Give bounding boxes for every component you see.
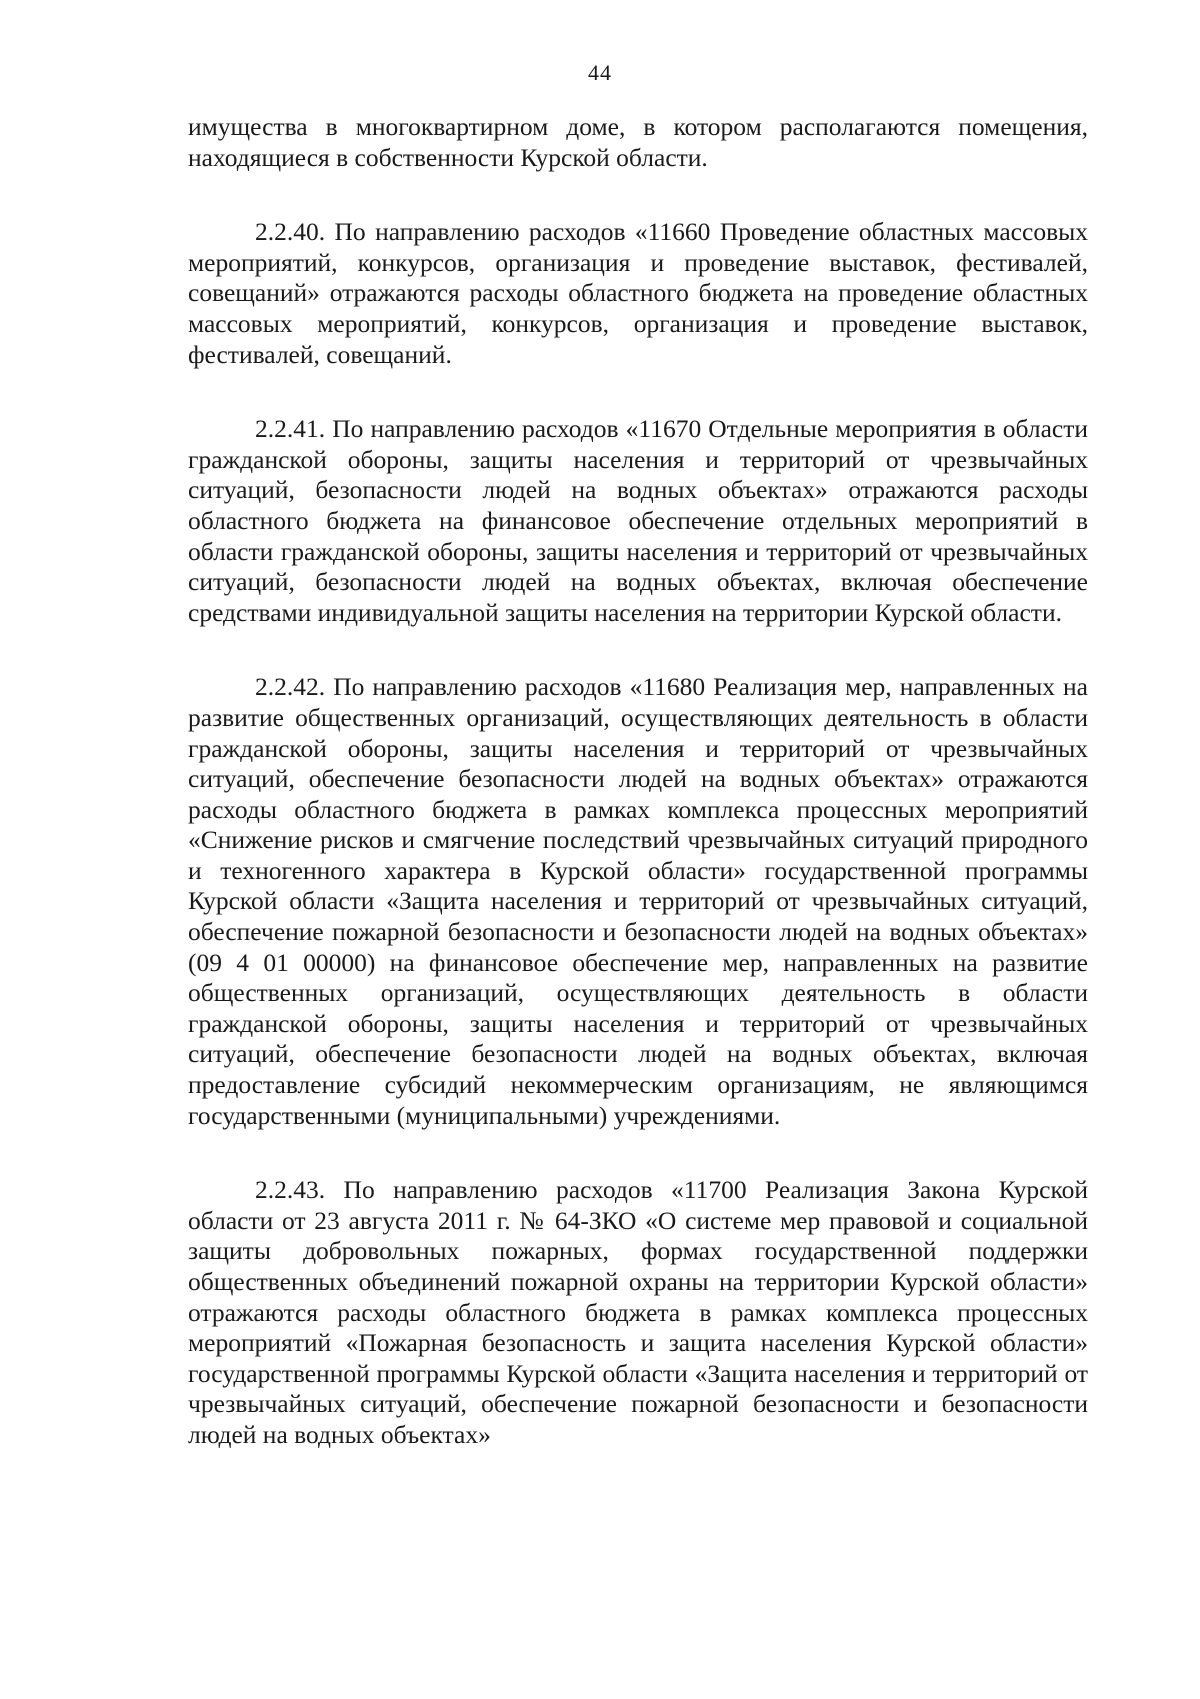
paragraph-2-2-41: 2.2.41. По направлению расходов «11670 Отдельные мероприятия в области гражданской обороны, защиты населения и территорий от чрезвычайных ситуаций, безопасности людей на водных объектах» отражаются расходы областного бюджета на финансовое обеспечение отдельных мероприятий в области гражданской обороны, защиты населения и территорий от чрезвычайных ситуаций, безопасности людей на водных объектах, включая обеспечение средствами индивидуальной защиты населения на территории Курской области.: [188, 414, 1088, 627]
paragraph-2-2-40: 2.2.40. По направлению расходов «11660 Проведение областных массовых мероприятий, конкурсов, организация и проведение выставок, фестивалей, совещаний» отражаются расходы областного бюджета на проведение областных массовых мероприятий, конкурсов, организация и проведение выставок, фестивалей, совещаний.: [188, 217, 1088, 369]
paragraph-2-2-42: 2.2.42. По направлению расходов «11680 Реализация мер, направленных на развитие общественных организаций, осуществляющих деятельность в области гражданской обороны, защиты населения и территорий от чрезвычайных ситуаций, обеспечение безопасности людей на водных объектах» отражаются расходы областного бюджета в рамках комплекса процессных мероприятий «Снижение рисков и смягчение последствий чрезвычайных ситуаций природного и техногенного характера в Курской области» государственной программы Курской области «Защита населения и территорий от чрезвычайных ситуаций, обеспечение пожарной безопасности и безопасности людей на водных объектах» (09 4 01 00000) на финансовое обеспечение мер, направленных на развитие общественных организаций, осуществляющих деятельность в области гражданской обороны, защиты населения и территорий от чрезвычайных ситуаций, обеспечение безопасности людей на водных объектах, включая предоставление субсидий некоммерческим организациям, не являющимся государственными (муниципальными) учреждениями.: [188, 672, 1088, 1130]
page-number: 44: [588, 60, 612, 85]
paragraph-continuation: имущества в многоквартирном доме, в котором располагаются помещения, находящиеся в собственности Курской области.: [188, 112, 1088, 172]
document-body: [188, 112, 1088, 1451]
paragraph-2-2-43: 2.2.43. По направлению расходов «11700 Реализация Закона Курской области от 23 августа 2011 г. № 64-ЗКО «О системе мер правовой и социальной защиты добровольных пожарных, формах государственной поддержки общественных объединений пожарной охраны на территории Курской области» отражаются расходы областного бюджета в рамках комплекса процессных мероприятий «Пожарная безопасность и защита населения Курской области» государственной программы Курской области «Защита населения и территорий от чрезвычайных ситуаций, обеспечение пожарной безопасности и безопасности людей на водных объектах»: [188, 1175, 1088, 1449]
